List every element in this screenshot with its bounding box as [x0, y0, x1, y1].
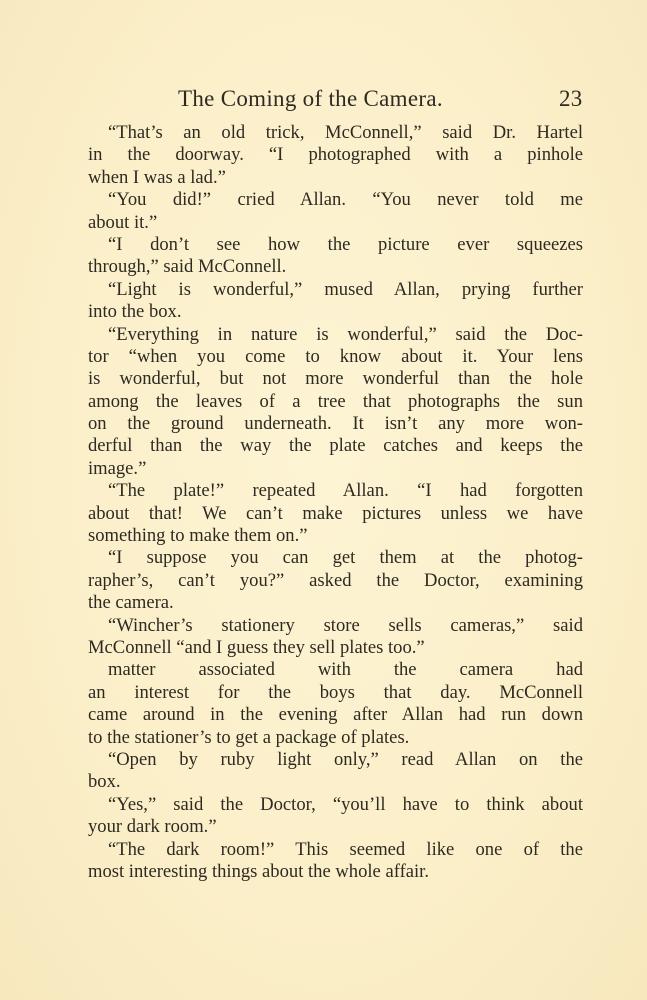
text-line: “You did!” cried Allan. “You never told me	[108, 189, 583, 211]
text-line: in the doorway. “I photographed with a pinhole	[88, 144, 583, 166]
text-line: to the stationer’s to get a package of plates.	[88, 726, 410, 748]
text-line: about it.”	[88, 211, 158, 233]
text-line: most interesting things about the whole affair.	[88, 860, 429, 882]
text-line: McConnell “and I guess they sell plates too.”	[88, 636, 425, 658]
text-line: “The plate!” repeated Allan. “I had forgotten	[108, 480, 583, 502]
text-line: through,” said McConnell.	[88, 256, 287, 278]
body-text	[88, 122, 583, 883]
text-line: about that! We can’t make pictures unless we have	[88, 502, 583, 524]
text-line: “Wincher’s stationery store sells cameras,” said	[108, 614, 583, 636]
text-line: derful than the way the plate catches and keeps the	[88, 435, 583, 457]
text-line: into the box.	[88, 301, 182, 323]
text-line: “That’s an old trick, McConnell,” said Dr. Hartel	[108, 122, 583, 143]
text-line: “Open by ruby light only,” read Allan on the	[108, 748, 583, 770]
text-line: came around in the evening after Allan had run down	[88, 704, 583, 726]
running-head	[0, 86, 647, 116]
text-line: is wonderful, but not more wonderful than the hole	[88, 368, 583, 390]
text-line: “The dark room!” This seemed like one of the	[108, 838, 583, 860]
text-line: something to make them on.”	[88, 525, 308, 547]
text-line: among the leaves of a tree that photographs the sun	[88, 390, 583, 412]
running-title: The Coming of the Camera.	[178, 86, 443, 111]
text-line: when I was a lad.”	[88, 166, 226, 188]
page-number: 23	[559, 86, 583, 111]
text-line: the camera.	[88, 592, 174, 614]
text-line: “Light is wonderful,” mused Allan, prying further	[108, 278, 583, 300]
text-line: an interest for the boys that day. McConnell	[88, 681, 583, 703]
text-line: rapher’s, can’t you?” asked the Doctor, examining	[88, 569, 583, 591]
text-line: “Everything in nature is wonderful,” said the Doc-	[108, 323, 583, 345]
text-line: image.”	[88, 457, 147, 479]
text-line: “Yes,” said the Doctor, “you’ll have to think about	[108, 793, 583, 815]
text-line: your dark room.”	[88, 816, 217, 838]
text-line: tor “when you come to know about it. Your lens	[88, 345, 583, 367]
text-line: “I suppose you can get them at the photog-	[108, 547, 583, 569]
text-line: box.	[88, 771, 121, 793]
text-line: “I don’t see how the picture ever squeezes	[108, 233, 583, 255]
text-line: on the ground underneath. It isn’t any more won-	[88, 413, 583, 435]
text-line: matter associated with the camera had	[108, 659, 583, 681]
